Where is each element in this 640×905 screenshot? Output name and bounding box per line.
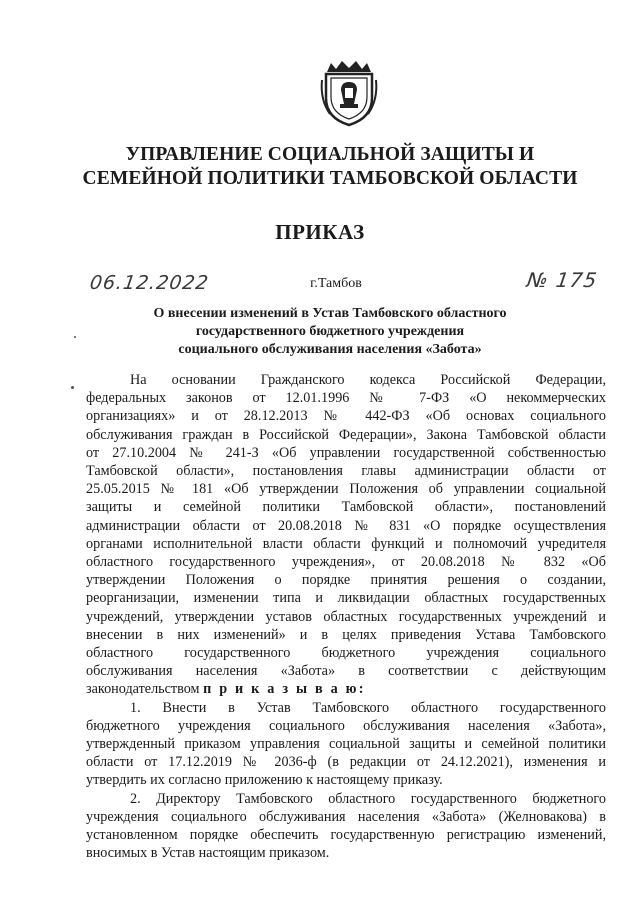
- scan-speck: [71, 386, 74, 389]
- preamble-line: реорганизации, изменении типа и ликвидации областных государственных: [86, 590, 606, 607]
- preamble-line: органами исполнительной власти области функций и полномочий учредителя: [86, 535, 606, 552]
- preamble-line: утверждении Положения о порядке принятия решения о создании,: [86, 572, 606, 589]
- title-line: государственного бюджетного учреждения: [195, 324, 465, 339]
- preamble-line: администрации области от 20.08.2018 № 831 «О порядке осуществления: [86, 517, 606, 534]
- document-title: [80, 305, 580, 359]
- city: г.Тамбов: [310, 276, 362, 291]
- title-line: О внесении изменений в Устав Тамбовского областного: [153, 306, 507, 321]
- preamble-line: внесении в них изменений» и в целях приведения Устава Тамбовского: [86, 626, 606, 643]
- item-2-paragraph: [86, 790, 606, 863]
- item2-line: вносимых в Устав настоящим приказом.: [86, 845, 330, 862]
- item1-line: утвержденный приказом управления социальной защиты и семейной политики: [86, 736, 606, 753]
- preamble-line: областного государственного бюджетного учреждения социального: [86, 645, 606, 662]
- title-line: социального обслуживания населения «Забота»: [178, 342, 482, 357]
- organization-name: [60, 143, 600, 191]
- org-line-2: СЕМЕЙНОЙ ПОЛИТИКИ ТАМБОВСКОЙ ОБЛАСТИ: [82, 168, 578, 189]
- handwritten-date: 06.12.2022: [88, 272, 211, 294]
- item1-line: бюджетного учреждения социального обслуживания населения «Забота»,: [86, 717, 606, 734]
- preamble-line: обслуживания граждан в Российской Федерации», Закона Тамбовской области: [86, 426, 606, 443]
- preamble-line: На основании Гражданского кодекса Российской Федерации,: [130, 372, 606, 388]
- item-1-paragraph: [86, 699, 606, 790]
- org-line-1: УПРАВЛЕНИЕ СОЦИАЛЬНОЙ ЗАЩИТЫ И: [125, 144, 535, 165]
- item2-line: 2. Директору Тамбовского областного государственного бюджетного: [130, 790, 606, 807]
- preamble-last-prefix: законодательством: [86, 681, 204, 698]
- preamble-line: организациях» и от 28.12.2013 № 442-ФЗ «Об основах социального: [86, 408, 606, 425]
- preamble-line: 25.05.2015 № 181 «Об утверждении Положения об управлении социальной: [86, 481, 606, 498]
- order-word: п р и к а з ы в а ю:: [203, 681, 366, 698]
- preamble-line: учреждений, утверждении уставов областных государственных учреждений и: [86, 608, 606, 625]
- item1-line: области от 17.12.2019 № 2036-ф (в редакции от 24.12.2021), изменения и: [86, 754, 606, 771]
- item2-line: учреждения социального обслуживания населения «Забота» (Желновакова) в: [86, 808, 606, 825]
- item1-line: 1. Внести в Устав Тамбовского областного государственного: [130, 699, 606, 716]
- handwritten-number: № 175: [525, 268, 600, 292]
- preamble-line: обслуживания населения «Забота» в соответствии с действующим: [86, 663, 606, 680]
- preamble-line: федеральных законов от 12.01.1996 № 7-ФЗ «О некоммерческих: [86, 390, 606, 407]
- preamble-last-line: [86, 680, 606, 698]
- coat-of-arms-icon: [318, 58, 380, 128]
- preamble-line: областного государственного учреждения», от 20.08.2018 № 832 «Об: [86, 554, 606, 571]
- preamble-line: от 27.10.2004 № 241-З «Об управлении государственной собственностью: [86, 444, 606, 461]
- preamble-paragraph: [86, 371, 606, 680]
- document-type: ПРИКАЗ: [275, 220, 365, 244]
- scan-speck: [74, 336, 76, 338]
- item2-line: установленном порядке обеспечить государственную регистрацию изменений,: [86, 827, 606, 844]
- preamble-line: Тамбовской области», постановления главы администрации области от: [86, 463, 606, 480]
- item1-line: утвердить их согласно приложению к настоящему приказу.: [86, 772, 443, 789]
- document-body: [86, 371, 606, 862]
- preamble-line: защиты и семейной политики Тамбовской области», постановлений: [86, 499, 606, 516]
